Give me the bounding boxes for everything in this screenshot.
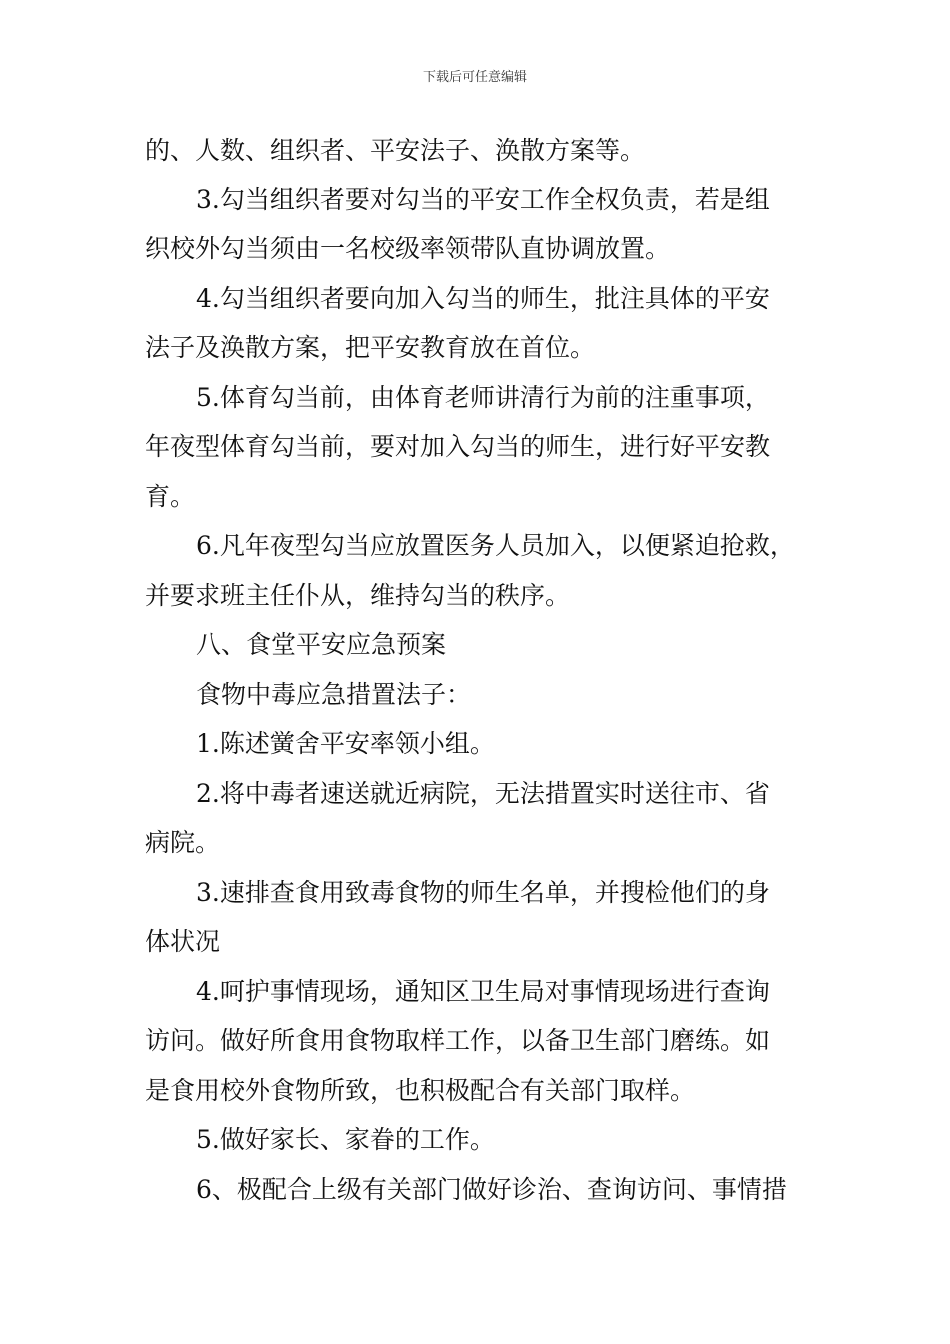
text-line: 3.勾当组织者要对勾当的平安工作全权负责，若是组 xyxy=(196,185,770,214)
page-header: 下载后可任意编辑 xyxy=(422,70,527,85)
text-line: 访问。做好所食用食物取样工作，以备卫生部门磨练。如 xyxy=(145,1026,771,1055)
text-line: 3.速排查食用致毒食物的师生名单，并搜检他们的身 xyxy=(196,878,770,907)
text-line: 1.陈述黉舍平安率领小组。 xyxy=(196,729,495,758)
text-line: 体状况 xyxy=(145,927,221,956)
text-line: 的、人数、组织者、平安法子、涣散方案等。 xyxy=(145,136,646,165)
text-line: 年夜型体育勾当前，要对加入勾当的师生，进行好平安教 xyxy=(145,432,771,461)
text-line: 5.体育勾当前，由体育老师讲清行为前的注重事项， xyxy=(196,383,770,412)
text-line: 6.凡年夜型勾当应放置医务人员加入，以便紧迫抢救， xyxy=(196,531,795,560)
text-line: 2.将中毒者速送就近病院，无法措置实时送往市、省 xyxy=(196,779,770,808)
text-line: 4.呵护事情现场，通知区卫生局对事情现场进行查询 xyxy=(196,977,770,1006)
text-line: 织校外勾当须由一名校级率领带队直协调放置。 xyxy=(145,234,671,263)
text-line: 4.勾当组织者要向加入勾当的师生，批注具体的平安 xyxy=(196,284,770,313)
section-heading: 八、食堂平安应急预案 xyxy=(196,630,447,659)
text-line: 5.做好家长、家眷的工作。 xyxy=(196,1125,495,1154)
subsection-heading: 食物中毒应急措置法子： xyxy=(196,680,472,709)
text-line: 法子及涣散方案，把平安教育放在首位。 xyxy=(145,333,596,362)
text-line: 是食用校外食物所致，也积极配合有关部门取样。 xyxy=(145,1076,696,1105)
text-line: 6、极配合上级有关部门做好诊治、查询访问、事情措 xyxy=(196,1175,787,1204)
text-line: 育。 xyxy=(145,482,196,511)
text-line: 并要求班主任仆从，维持勾当的秩序。 xyxy=(145,581,571,610)
text-line: 病院。 xyxy=(145,828,221,857)
